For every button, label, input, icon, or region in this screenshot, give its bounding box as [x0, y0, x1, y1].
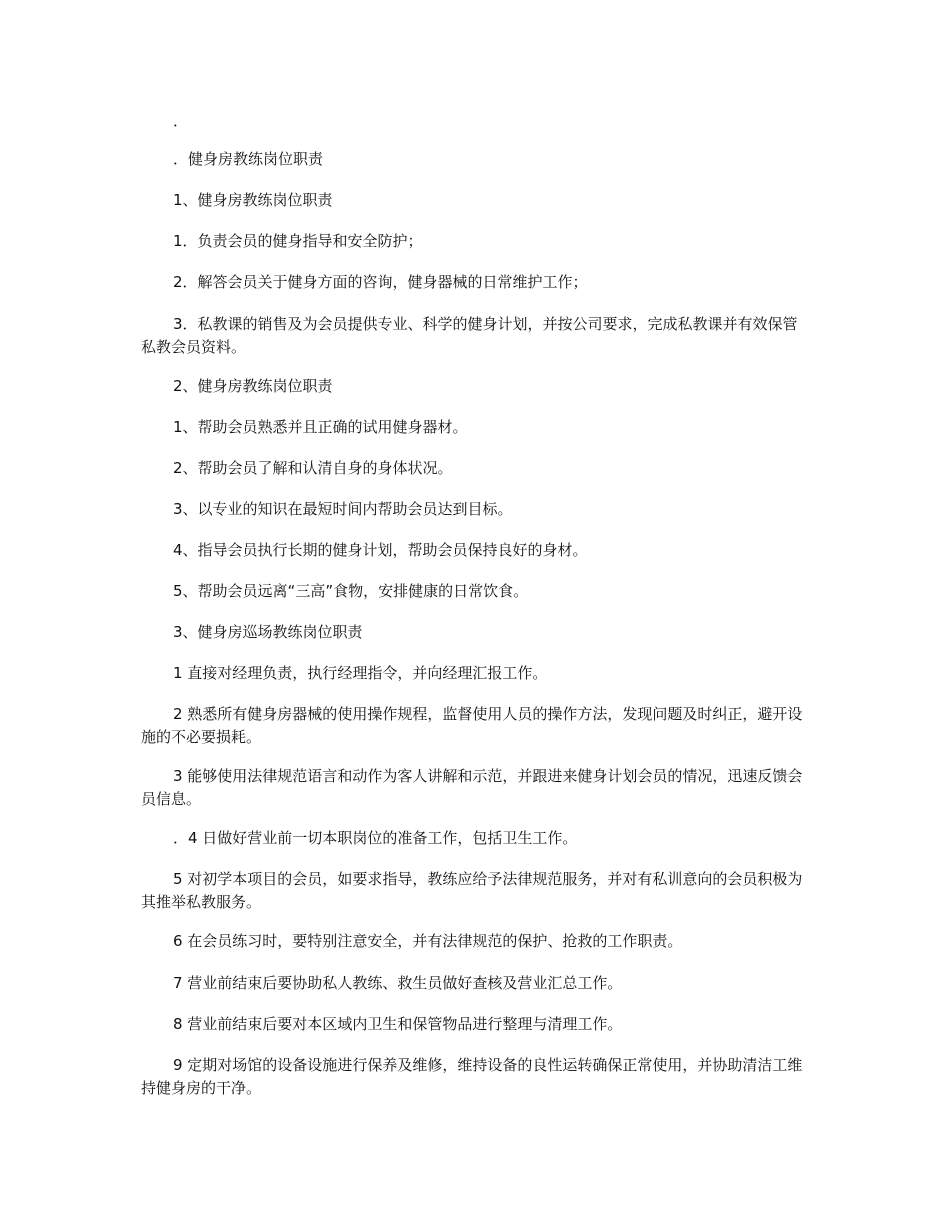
paragraph: 2、帮助会员了解和认清自身的身体状况。 — [173, 459, 453, 477]
paragraph: 1、帮助会员熟悉并且正确的试用健身器材。 — [173, 418, 468, 436]
document-title: ．健身房教练岗位职责 — [173, 150, 324, 168]
paragraph: 5 对初学本项目的会员，如要求指导，教练应给予法律规范服务，并对有私训意向的会员积极为其推举私教服务。 — [141, 870, 803, 911]
paragraph: 9 定期对场馆的设备设施进行保养及维修，维持设备的良性运转确保正常使用，并协助清洁工维持健身房的干净。 — [141, 1056, 803, 1097]
paragraph: 1．负责会员的健身指导和安全防护； — [173, 232, 423, 250]
paragraph: 7 营业前结束后要协助私人教练、救生员做好查核及营业汇总工作。 — [173, 974, 623, 992]
paragraph-dot: ． — [173, 112, 189, 130]
paragraph: 4、指导会员执行长期的健身计划，帮助会员保持良好的身材。 — [173, 541, 588, 559]
section-heading-1: 1、健身房教练岗位职责 — [173, 191, 333, 209]
paragraph: 2 熟悉所有健身房器械的使用操作规程，监督使用人员的操作方法，发现问题及时纠正，避开设施的不必要损耗。 — [141, 705, 803, 746]
paragraph: 5、帮助会员远离“三高”食物，安排健康的日常饮食。 — [173, 582, 529, 600]
paragraph: ．4 日做好营业前一切本职岗位的准备工作，包括卫生工作。 — [173, 829, 578, 847]
paragraph: 6 在会员练习时，要特别注意安全，并有法律规范的保护、抢救的工作职责。 — [173, 932, 683, 950]
paragraph: 3．私教课的销售及为会员提供专业、科学的健身计划，并按公司要求，完成私教课并有效保管私教会员资料。 — [141, 315, 798, 356]
paragraph: 3、以专业的知识在最短时间内帮助会员达到目标。 — [173, 500, 513, 518]
paragraph: 1 直接对经理负责，执行经理指令，并向经理汇报工作。 — [173, 664, 548, 682]
section-heading-2: 2、健身房教练岗位职责 — [173, 377, 333, 395]
paragraph: 3 能够使用法律规范语言和动作为客人讲解和示范，并跟进来健身计划会员的情况，迅速反馈会员信息。 — [141, 767, 803, 808]
paragraph: 2．解答会员关于健身方面的咨询，健身器械的日常维护工作； — [173, 273, 588, 291]
paragraph: 8 营业前结束后要对本区域内卫生和保管物品进行整理与清理工作。 — [173, 1015, 623, 1033]
section-heading-3: 3、健身房巡场教练岗位职责 — [173, 623, 363, 641]
